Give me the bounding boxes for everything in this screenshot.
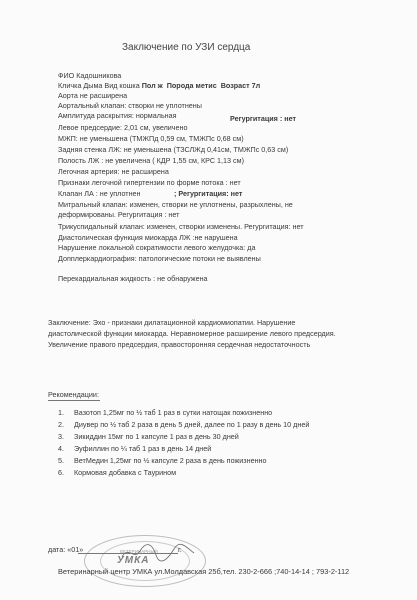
- mitral-valve-line-2: деформированы. Регургитация : нет: [58, 210, 180, 219]
- local-contractility-line: Нарушение локальной сократимости левого желудочка: да: [58, 243, 256, 252]
- list-item: 2. Диувер по ½ таб 2 раза в день 5 дней, далее по 1 разу в день 10 дней: [58, 420, 310, 430]
- amplitude-line: [58, 111, 177, 120]
- stamp-small-text: ВЕТЕРИНАРНЫЙ: [120, 549, 158, 554]
- ivs-line: МЖП: не уменьшена (ТМЖПд 0,59 см, ТМЖПс 0,68 см): [58, 134, 244, 143]
- recommendations-underline: [48, 400, 100, 401]
- patient-sex: Пол ж: [141, 81, 163, 90]
- pulmonary-regurgitation: ; Регургитация: нет: [174, 189, 243, 198]
- list-item: 3. Зикиддин 15мг по 1 капсуле 1 раз в день 30 дней: [58, 432, 239, 442]
- recommendations-header: Рекомендации:: [48, 390, 99, 399]
- doppler-line: Допплеркардиография: патологические потоки не выявлены: [58, 254, 261, 263]
- aortic-valve-line: Аортальный клапан: створки не уплотнены: [58, 101, 202, 110]
- patient-info-line: [58, 81, 260, 90]
- list-item: 1. Вазотоп 1,25мг по ½ таб 1 раз в сутки натощак пожизненно: [58, 408, 273, 417]
- tricuspid-valve-line: Трикуспидальный клапан: изменен, створки изменены. Регургитация: нет: [58, 222, 304, 231]
- patient-age: Возраст 7л: [220, 81, 261, 90]
- list-item: 5. ВетМедин 1,25мг по ½ капсуле 2 раза в день пожизненно: [58, 456, 267, 466]
- pulmonary-artery-line: Легочная артерия: не расширена: [58, 167, 169, 176]
- stamp-logo-text: УМКА: [117, 555, 150, 566]
- pulmonary-valve-line: Клапан ЛА : не уплотнен: [58, 189, 141, 198]
- conclusion-line-3: Увеличение правого предсердия, правосторонняя сердечная недостаточность: [48, 340, 311, 349]
- date-year-suffix: г.: [178, 545, 182, 554]
- pulmonary-hypertension-line: Признаки легочной гипертензии по форме потока : нет: [58, 178, 241, 187]
- list-item: 4. Эуфиллин по ¼ таб 1 раз в день 14 дней: [58, 444, 212, 454]
- diastolic-function-line: Диастолическая функция миокарда ЛЖ :не нарушена: [58, 233, 238, 242]
- date-underline: [78, 553, 178, 554]
- posterior-wall-line: Задняя стенка ЛЖ: не уменьшена (ТЗСЛЖд 0,41см, ТМЖПс 0,63 см): [58, 145, 289, 154]
- lv-cavity-line: Полость ЛЖ : не увеличена ( КДР 1,55 см, КРС 1,13 см): [58, 156, 244, 165]
- conclusion-line-1: Заключение: Эхо - признаки дилатационной кардиомиопатии. Нарушение: [48, 318, 296, 327]
- conclusion-line-2: диастолической функции миокарда. Неравномерное расширение левого предсердия.: [48, 329, 336, 338]
- aorta-line: Аорта не расширена: [58, 91, 128, 100]
- amplitude-value: Амплитуда раскрытия: нормальная: [58, 111, 177, 120]
- footer-clinic-info: Ветеринарный центр УМКА ул.Молдавская 25б,тел. 230-2-666 ;740-14-14 ; 793-2-112: [58, 567, 350, 576]
- date-label: дата: «: [48, 545, 72, 554]
- owner-name: ФИО Кадошникова: [58, 71, 122, 80]
- left-atrium-line: Левое предсердие: 2,01 см, увеличено: [58, 123, 188, 132]
- page-title: Заключение по УЗИ сердца: [122, 42, 251, 53]
- aortic-regurgitation: Регургитация : нет: [230, 114, 297, 123]
- mitral-valve-line-1: Митральный клапан: изменен, створки не уплотнены, разрыхлены, не: [58, 200, 293, 209]
- pericardial-line: Перекардиальная жидкость : не обнаружена: [58, 274, 208, 283]
- recommendations-list: [58, 407, 309, 480]
- signature-icon: [118, 541, 198, 563]
- list-item: 6. Кормовая добавка с Таурином: [58, 468, 177, 478]
- patient-name-species: Кличка Дыма Вид кошка: [58, 81, 142, 90]
- date-day: 01: [71, 545, 80, 554]
- patient-breed: Порода метис: [166, 81, 217, 90]
- date-close: »: [79, 545, 84, 554]
